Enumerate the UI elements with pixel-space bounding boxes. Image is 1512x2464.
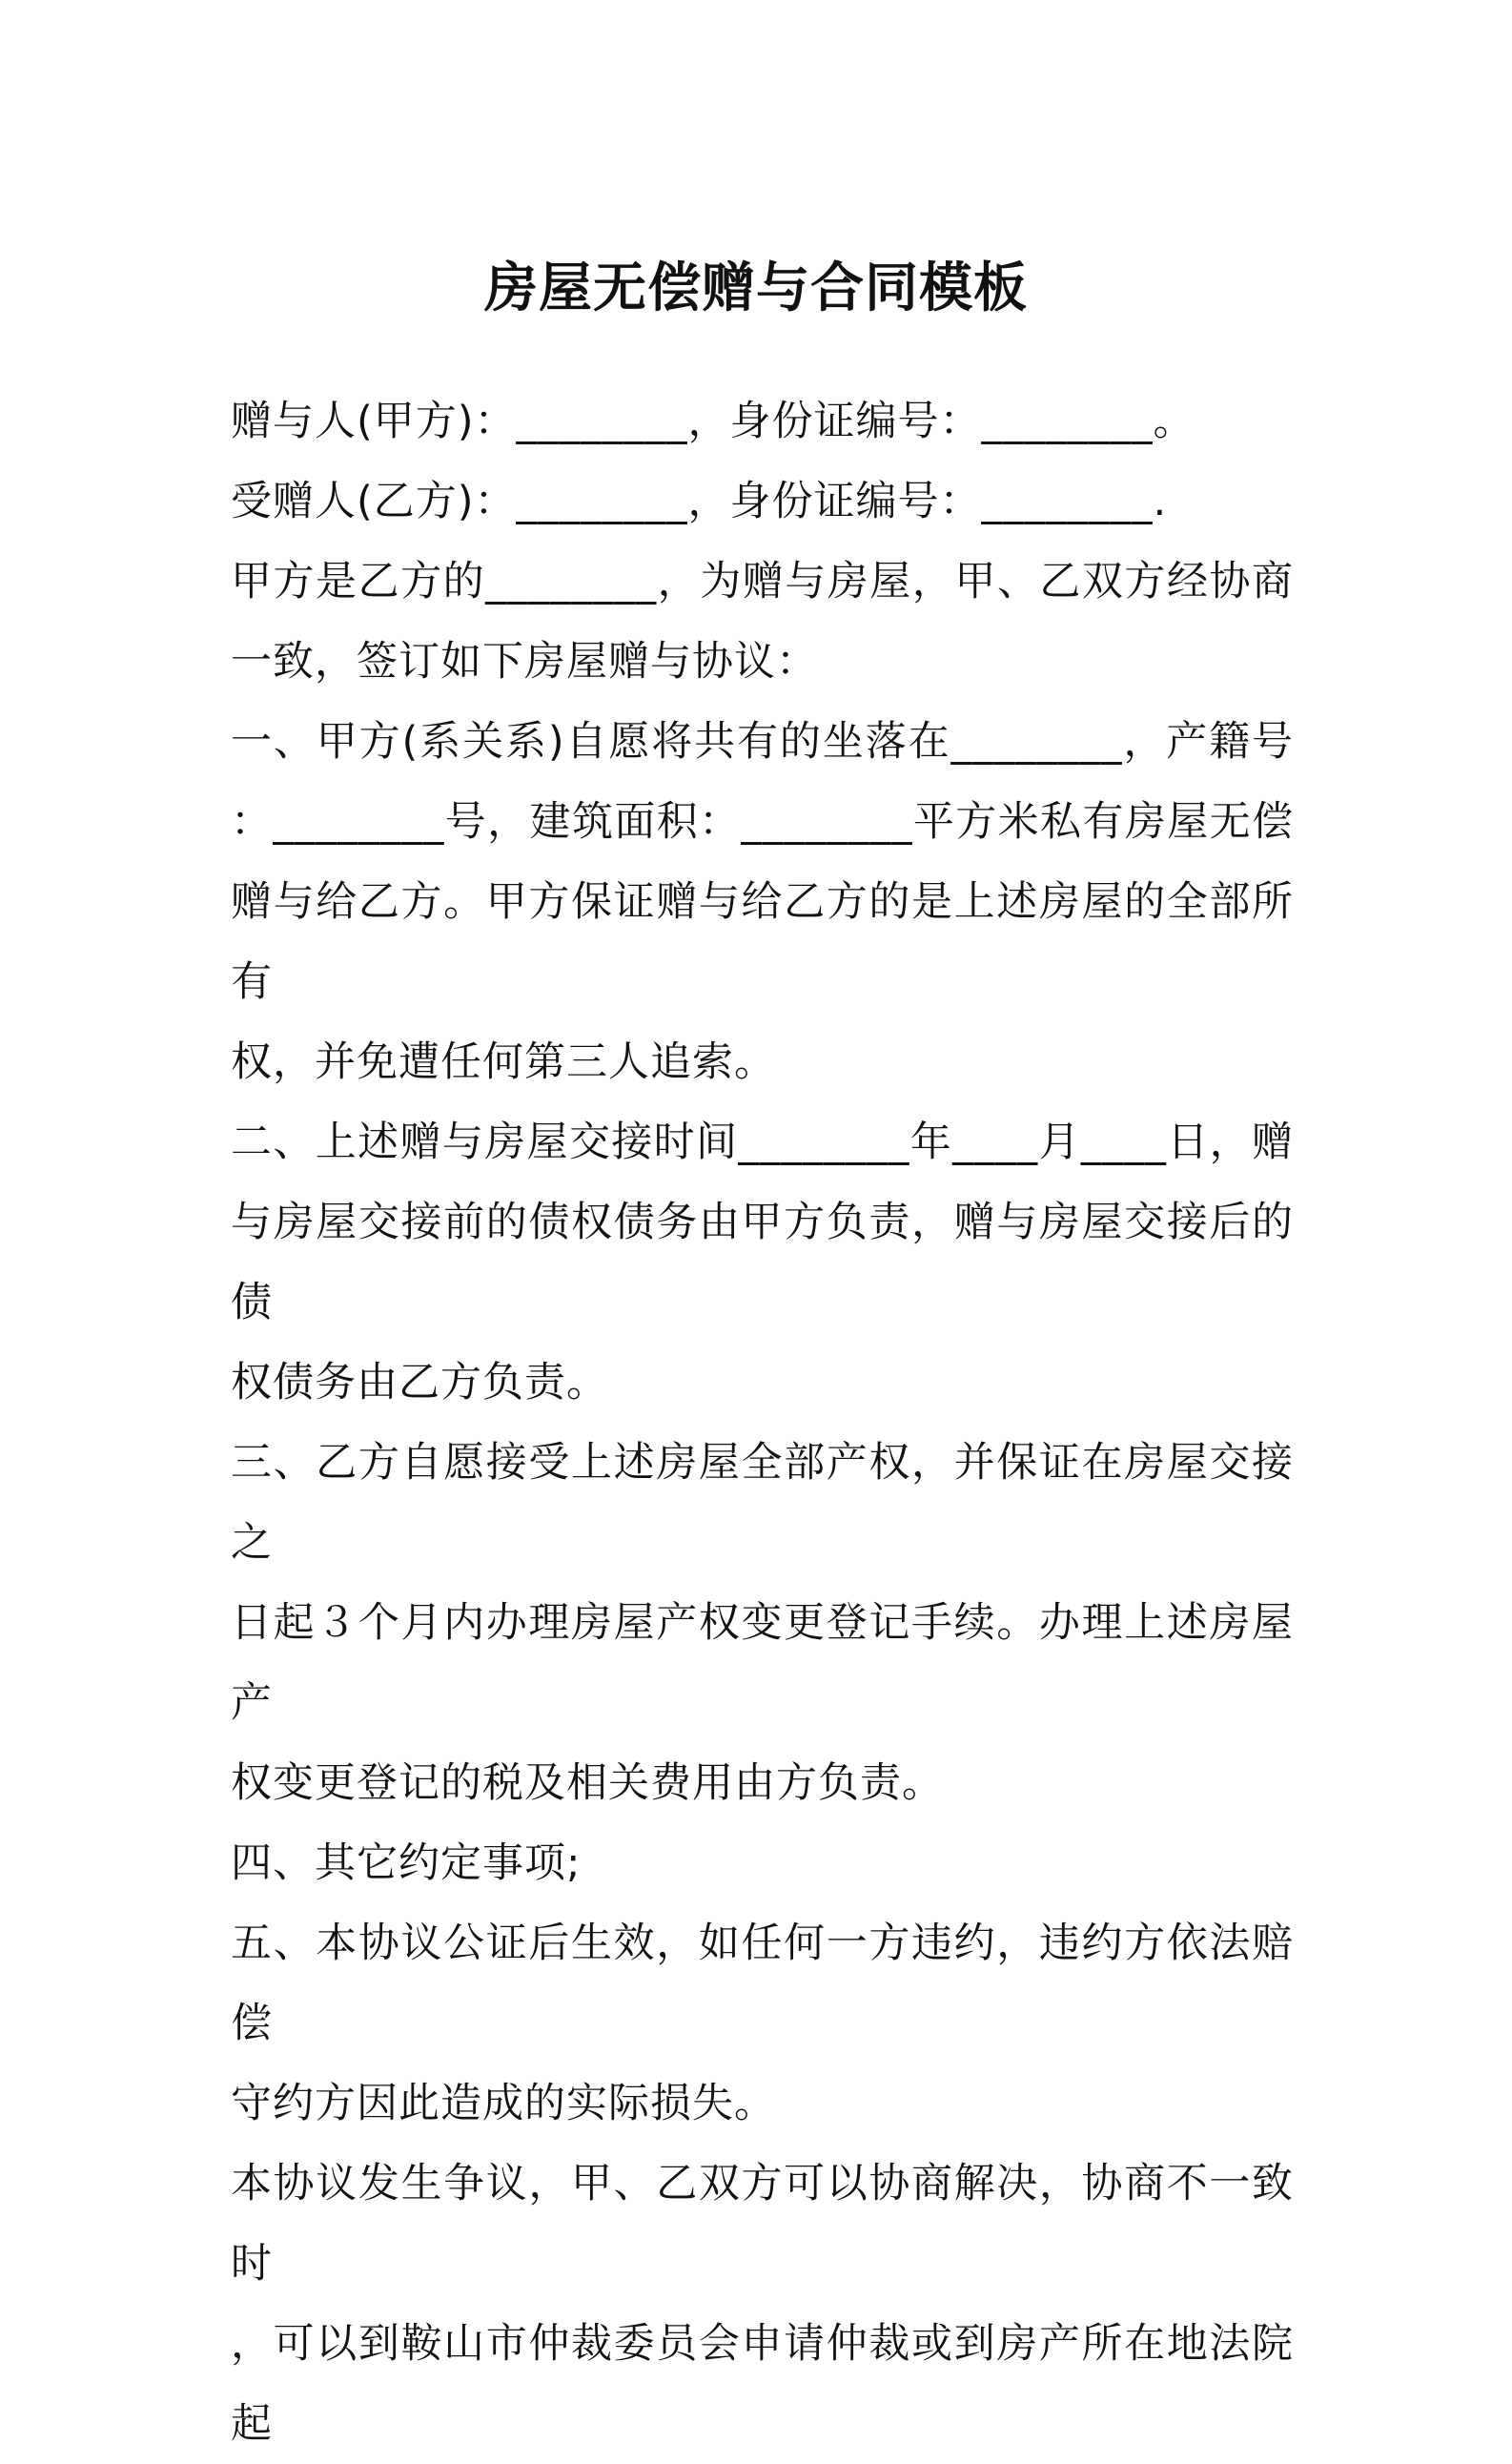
text-line: 权债务由乙方负责。 [231,1359,608,1407]
text-line: 五、本协议公证后生效，如任何一方违约，违约方依法赔偿 [231,1920,1294,2047]
text-line: ，可以到鞍山市仲裁委员会申请仲裁或到房产所在地法院起 [231,2320,1294,2448]
text-line: 日起３个月内办理房屋产权变更登记手续。办理上述房屋产 [231,1599,1294,1727]
text-line: ：________号，建筑面积：________平方米私有房屋无偿 [231,798,1294,846]
text-line-recipient: 受赠人(乙方)：________，身份证编号：________. [231,478,1168,525]
document-body [231,381,1294,2464]
text-line: 本协议发生争议，甲、乙双方可以协商解决，协商不一致时 [231,2160,1294,2288]
text-line: 一、甲方(系关系)自愿将共有的坐落在________，产籍号 [231,718,1294,766]
text-line: 守约方因此造成的实际损失。 [231,2080,776,2127]
document-title: 房屋无偿赠与合同模板 [484,257,1028,319]
text-line: 权变更登记的税及相关费用由方负责。 [231,1759,944,1807]
text-line: 三、乙方自愿接受上述房屋全部产权，并保证在房屋交接之 [231,1439,1294,1567]
text-line: 二、上述赠与房屋交接时间________年____月____日，赠 [231,1119,1294,1166]
text-line: 甲方是乙方的________，为赠与房屋，甲、乙双方经协商 [231,558,1294,606]
text-line: 一致，签订如下房屋赠与协议： [231,638,818,686]
text-line: 与房屋交接前的债权债务由甲方负责，赠与房屋交接后的债 [231,1199,1294,1326]
text-line-donor: 赠与人(甲方)：________，身份证编号：________。 [231,398,1195,445]
text-line: 四、其它约定事项; [231,1839,582,1887]
text-line: 权，并免遭任何第三人追索。 [231,1038,776,1086]
text-line: 赠与给乙方。甲方保证赠与给乙方的是上述房屋的全部所有 [231,878,1294,1006]
